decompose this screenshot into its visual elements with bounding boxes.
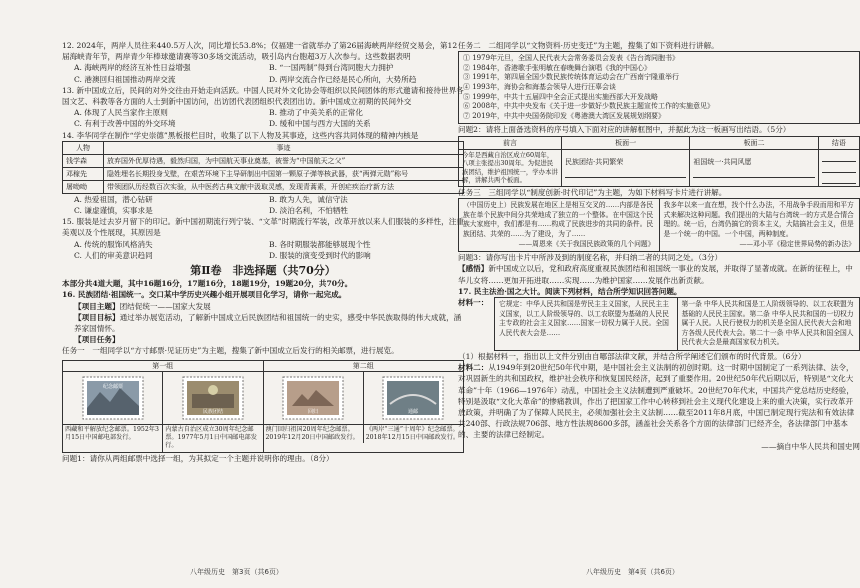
- table-header: 板面一: [562, 136, 690, 149]
- table-row: [459, 149, 860, 186]
- table-header: 前言: [459, 136, 562, 149]
- board-table: [458, 136, 860, 187]
- material-text: 它规定：中华人民共和国是劳民主主义国家，人民民主主义国家，以工人阶级领导的、以工农联盟为基础的人民民主专政的社会主义国家……国家一切权力属于人民。全国人民代表大会是……: [495, 298, 678, 350]
- table-cell: 钱学森: [63, 154, 104, 167]
- material-1: [458, 297, 860, 351]
- q16-head: 16. 民族团结·祖国统一。交口某中学历史兴趣小组开展项目化学习，请你一起完成。: [62, 290, 347, 300]
- panel-title: 祖国统一·共同风愿: [693, 158, 752, 167]
- answer-blank[interactable]: [822, 162, 856, 173]
- group-title: 第二组: [264, 361, 464, 372]
- table-header: 板面二: [690, 136, 818, 149]
- option: B. 推动了中美关系的正常化: [269, 108, 363, 118]
- stamp-image: [264, 372, 364, 424]
- option: B. “一国两制”得到台湾同胞大力拥护: [269, 63, 394, 73]
- panel-title: 民族团结·共同繁荣: [565, 158, 624, 167]
- question-3: 问题3：请你写出卡片中所涉及到的制度名称，并归纳二者的共同之处。（3分）: [458, 253, 723, 263]
- quote-source: ——邓小平《稳定世界局势的新办法》: [739, 239, 855, 248]
- q13-stem: 13. 新中国成立后，民间的对外交往由开始走向活跃。中国人民对外文化协会等组织以民间团体的形式邀请和接待世界各国文艺、科教等各方面的人士到新中国访问，出访团代表团组织代表团出访。新中国成立初期的民间外交: [62, 85, 464, 107]
- material-1-box: [494, 297, 860, 351]
- q13-options: [62, 107, 464, 129]
- quote-card-2: [660, 199, 860, 251]
- question-2: 问题2：请将上面备选资料的序号填入下面对应的讲解框图中，并据此为这一板画写出结语。（5分）: [458, 125, 791, 135]
- panel-cell: [562, 149, 690, 186]
- section-title: 第Ⅱ卷 非选择题（共70分）: [190, 264, 336, 278]
- quote-source: ——周恩来《关于我国民族政策的几个问题》: [518, 239, 655, 248]
- project-theme-tag: 【项目主题】: [74, 301, 120, 311]
- question-1: 问题1：请你从两组邮票中选择一组，为其拟定一个主题并说明你的理由。（8分）: [62, 453, 334, 463]
- project-task-tag: 【项目任务】: [74, 335, 120, 345]
- q14-stem: 14. 李华同学在制作“学史崇德”黑板报栏目时，收集了以下人物及其事迹，这些内容共同体现的精神内核是: [62, 130, 419, 140]
- page-3: [62, 40, 464, 580]
- material-source: ——摘自中华人民共和国史网: [761, 441, 860, 451]
- stamp-caption: 澳门回归祖国20周年纪念邮票。2019年12月20日中国邮政发行。: [264, 425, 364, 444]
- table-row: [63, 154, 464, 167]
- answer-blank[interactable]: [693, 169, 814, 178]
- table-header: 人物: [63, 141, 104, 154]
- list-item: ④ 1993年，海协会和海基会领导人进行汪辜会谈: [463, 82, 617, 91]
- option: D. 淡泊名利，不怕牺牲: [269, 206, 348, 216]
- quote-text: （中国历史上）民族发展在地区上是相互交叉的……内部是各民族在单个民族中间分共荣地成了独立的一个整体。在中国这个民族大家庭中，我们都是有……构成了民族进步的共同的条件。民族团结、共荣的……为了建设，为了……: [463, 201, 654, 238]
- material-tag: 材料一：: [458, 297, 489, 307]
- stamp-caption: 西藏和平解放纪念邮票。1952年3月15日中国邮电部发行。: [63, 425, 163, 452]
- table-header: 事迹: [104, 141, 464, 154]
- page-4: [458, 40, 860, 580]
- quote-text: 我多年以来一直在想，找个什么办法，不用战争手段而用和平方式来解决这种问题。我们提出的大陆与台湾统一的方式是合情合理的。统一后，台湾仍搞它的资本主义，大陆搞社会主义，但是是一个统一的中国。一个中国，两种制度。: [663, 201, 854, 238]
- stamp-image: [364, 372, 463, 424]
- section-intro: 本部分共4道大题，其中16题16分，17题16分，18题19分，19题20分，共70分。: [62, 279, 353, 289]
- list-item: ② 1984年，香港歌手张明敏在春晚舞台演唱《我的中国心》: [463, 63, 652, 72]
- project-theme: 团结促统一——国家大发展: [119, 301, 211, 311]
- stamp-text: 民族团结: [202, 408, 223, 415]
- page-footer: 八年级历史 第4页（共6页）: [586, 568, 679, 576]
- option: C. 有利于改善中国的外交环境: [74, 119, 176, 129]
- answer-blank[interactable]: [822, 151, 856, 162]
- quote-cards: [458, 198, 860, 252]
- table-cell: 放弃国外优厚待遇，毅然归国，为中国航天事业奠基，被誉为“中国航天之父”: [104, 154, 464, 167]
- stamp-table: [62, 360, 464, 453]
- option: D. 服装的演变受到时代的影响: [269, 250, 371, 260]
- answer-blank[interactable]: [565, 169, 686, 178]
- material-list: [458, 51, 860, 124]
- q17-1: （1）根据材料一，指出以上文件分别由自哪部法律文献，并结合所学阐述它们颁布的时代背景。（6分）: [458, 351, 806, 361]
- project-goal-tag: 【项目目标】: [74, 312, 120, 322]
- q12-options: [62, 62, 464, 84]
- page-footer: 八年级历史 第3页（共6页）: [190, 568, 283, 576]
- reflection: 新中国成立以后，党和政府高度重视民族团结和祖国统一事业的发展，并取得了显著成就。在新的征程上，中华儿女将……更加开拓进取……实现……为维护国家……发展作出新贡献。: [458, 264, 853, 285]
- stamp-group-2: [264, 361, 464, 452]
- list-item: ⑦ 2019年，中共中央国务院印发《粤港澳大湾区发展规划纲要》: [463, 111, 666, 120]
- quote-card-1: [459, 199, 660, 251]
- q14-table: [62, 141, 464, 194]
- table-cell: 屠呦呦: [63, 180, 104, 193]
- list-item: ⑥ 2008年，中共中央发布《关于进一步做好少数民族主题宣传工作的实施意见》: [463, 102, 715, 111]
- task2: 任务二 二组同学以“文物资料·历史变迁”为主题，搜集了如下资料进行讲解。: [458, 41, 719, 50]
- option: A. 热爱祖国，潜心钻研: [74, 194, 153, 204]
- option: D. 两岸交流合作已经是民心所向，大势所趋: [269, 74, 417, 84]
- table-cell: 隐姓埋名长期投身戈壁，在艰苦环境下主导研制出中国第一颗原子弹等核武器，获“两弹元勋”称号: [104, 167, 464, 180]
- option: B. 各时期服装都能够展现个性: [269, 239, 371, 249]
- conclusion-cell: [818, 149, 859, 186]
- table-header: 结语: [818, 136, 859, 149]
- task3: 任务三 三组同学以“制度创新·时代印记”为主题，为如下材料写卡片进行讲解。: [458, 187, 727, 197]
- table-cell: 带领团队历经数百次实验，从中医药古典文献中汲取灵感，发现青蒿素，开创疟疾治疗新方法: [104, 180, 464, 193]
- reflection-tag: 【感悟】: [458, 264, 489, 274]
- stamp-caption: 内蒙古自治区成立30周年纪念邮票。1977年5月1日中国邮电部发行。: [165, 425, 257, 450]
- list-item: ③ 1991年，第四届全国少数民族传统体育运动会在广西南宁隆重举行: [463, 73, 680, 82]
- stamp-image: [63, 372, 163, 424]
- q15-stem: 15. 服装是过去岁月留下的印记。新中国初期流行列宁装、“文革”时期流行军装，改革开放以来人们服装的多样性，注重美观以及个性展现，其原因是: [62, 217, 464, 238]
- preface-cell: 今年是西藏自治区成立60周年，八项主张提出30周年。为促进民族团结，维护祖国统一，学办本讲解，讲解共两个板面。: [459, 149, 562, 186]
- stamp-image: [163, 372, 262, 424]
- panel-cell: [690, 149, 818, 186]
- table-row: [63, 167, 464, 180]
- option: C. 港澳回归祖国推动两岸交流: [74, 74, 176, 84]
- stamp-group-1: [63, 361, 264, 452]
- option: A. 体现了人民当家作主原则: [74, 108, 168, 118]
- option: B. 敢为人先，诚信守法: [269, 194, 348, 204]
- material-2-text: 从1949年到20世纪50年代中期，是中国社会主义法制的初创时期。这一时期中国制定了一系列法律、法令，对巩固新生的共和国政权，维护社会秩序和恢复国民经济，起到了重要作用。20世纪50年代后期以后，特别是“文化大革命”十年（1966—1976年）动乱，中国社会主义法制遭到严重破坏。20世纪70年代末，中国共产党总结历史经验，特别是汲取“文化大革命”的惨痛教训，作出了把国家工作中心转移到社会主义现代化建设上来的重大决策，实行改革开放政策，并明确了为了保障人民民主，必须加强社会主义法制……截至2011年8月底，中国已制定现行宪法和有效法律共240部、行政法规706部、地方性法规8600多部，涵盖社会关系各个方面的法律部门已经齐全，各法律部门中基本的、主要的法律已经制定。: [458, 363, 855, 440]
- table-cell: 邓稼先: [63, 167, 104, 180]
- option: C. 人们的审美意识趋同: [74, 250, 153, 260]
- group-title: 第一组: [63, 361, 263, 372]
- project-goal: 通过举办展览活动，了解新中国成立后民族团结和祖国统一的史实，感受中华民族取得的伟大成就，涵养家国情怀。: [74, 312, 462, 334]
- stamp-text: 回归: [308, 408, 319, 415]
- option: D. 缓和中国与西方大国的关系: [269, 119, 371, 129]
- table-row: [63, 180, 464, 193]
- option: C. 谦虚谨慎，实事求是: [74, 206, 153, 216]
- material-tag: 材料二：: [458, 363, 489, 373]
- list-item: ① 1979年元旦，全国人民代表大会常务委员会发表《告台湾同胞书》: [463, 54, 680, 63]
- q17-head: 17. 民主法治·国之大计。阅读下列材料，结合所学知识回答问题。: [458, 286, 682, 296]
- stamp-text: 纪念邮票: [102, 383, 123, 390]
- option: A. 海峡两岸的经济互补性日益增强: [74, 63, 191, 73]
- q12-stem: 12. 2024年，两岸人员往来440.5万人次，同比增长53.8%；仅福建一省就举办了第26届海峡两岸经贸交易会，第12届海峡青年节，两岸青少年棒球邀请赛等30多场交流活动，吸引岛内台胞超3万人次参与。这些数据表明: [62, 41, 458, 62]
- list-item: ⑤ 1999年，中共十五届四中全会正式提出实施西部大开发战略: [463, 92, 659, 101]
- stamp-caption: 《两岸“三通”十周年》纪念邮票。2018年12月15日中国邮政发行。: [365, 425, 460, 442]
- stamp-text: 通邮: [408, 408, 419, 415]
- material-text: 第一条 中华人民共和国是工人阶级领导的、以工农联盟为基础的人民民主国家。第二条 中华人民共和国的一切权力属于人民。人民行使权力的机关是全国人民代表大会和地方各级人民代表大会。第二十一条 中华人民共和国全国人民代表大会是最高国家权力机关。: [681, 299, 854, 347]
- q15-options: [62, 239, 464, 261]
- task1: 任务一 一组同学以“方寸邮票·见证历史”为主题，搜集了新中国成立后发行的相关邮票，进行展览。: [62, 346, 399, 356]
- option: A. 传统的服饰风格消失: [74, 239, 153, 249]
- answer-blank[interactable]: [822, 173, 856, 184]
- q14-options: [62, 194, 464, 216]
